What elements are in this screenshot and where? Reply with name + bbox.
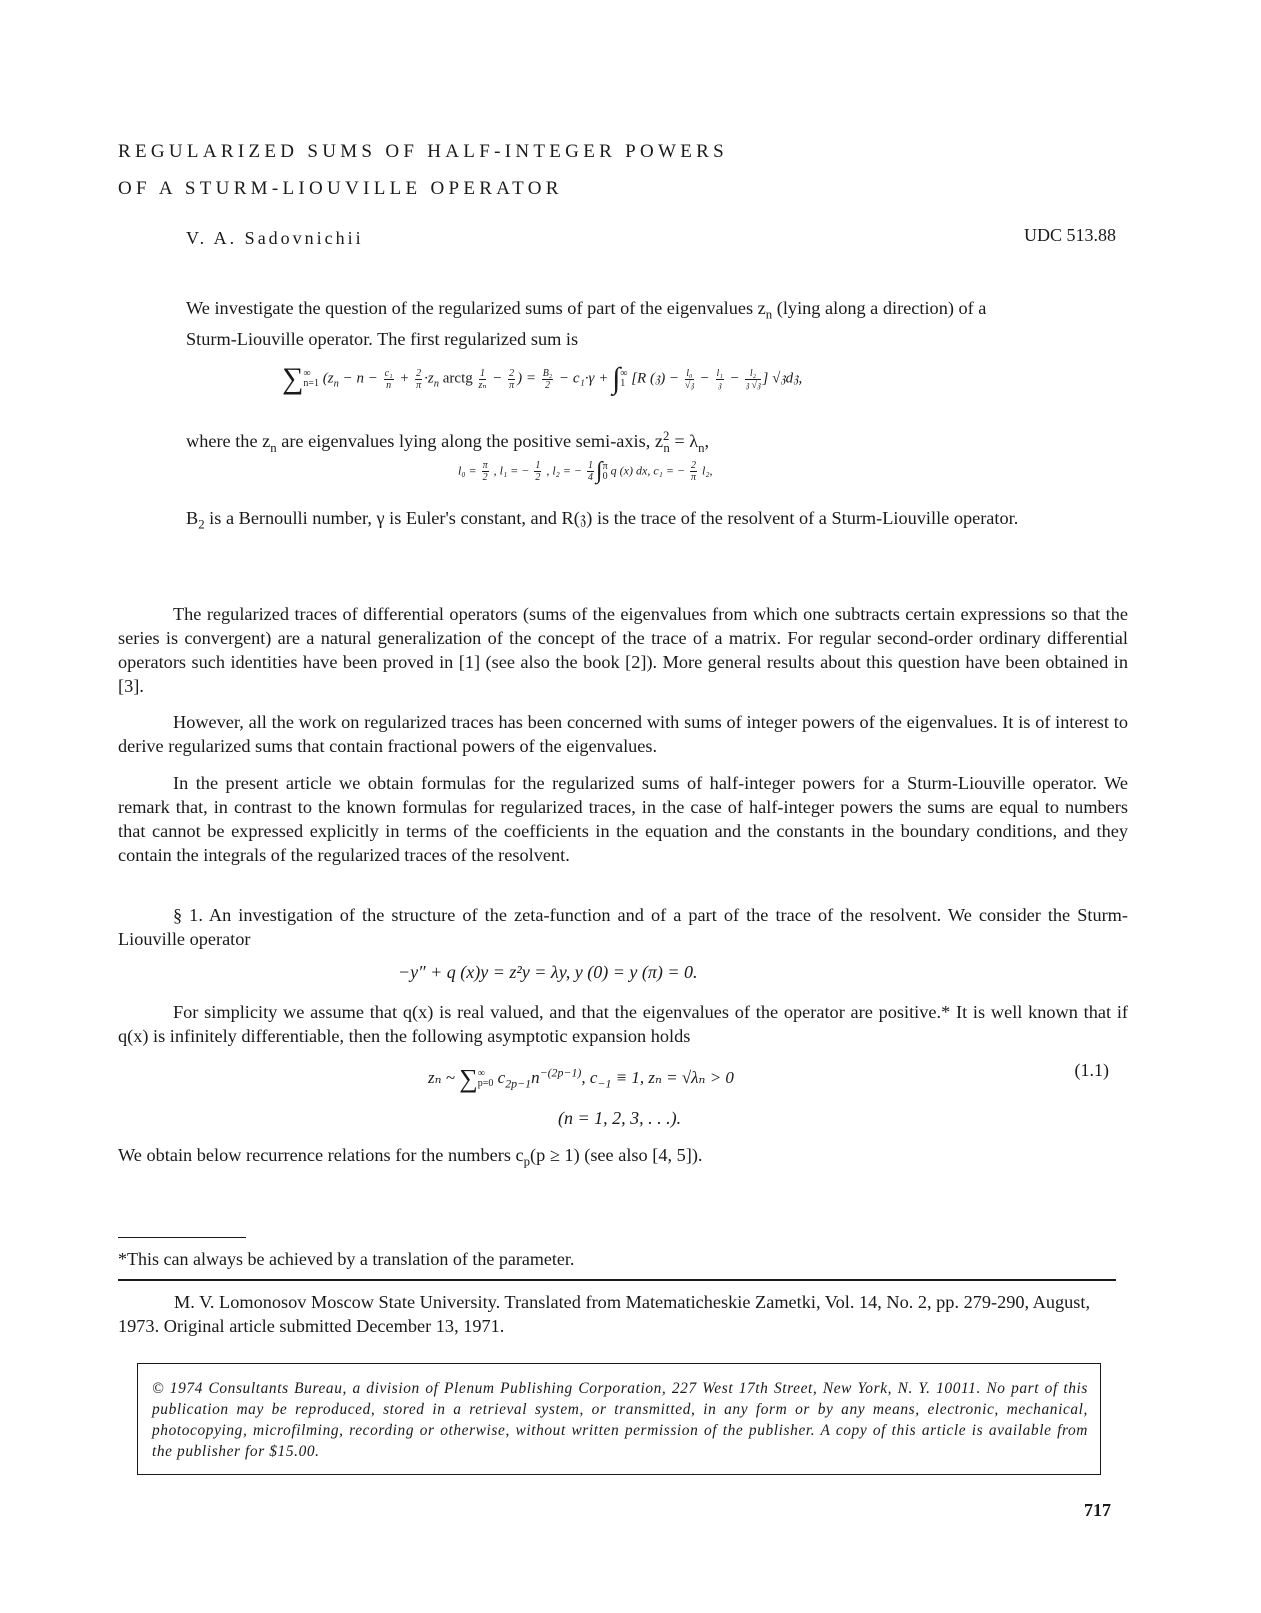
abstract-paragraph-1: We investigate the question of the regularized sums of part of the eigenvalues $z_n$ (lying along a direction) of a Sturm-Liouville operator. The first regularized sum is [186,298,987,349]
equation-1-1: zₙ ~ ∑ ∞ p=0 $c_{2p-1}n^{-(2p-1)}$, $c_{-1} \equiv 1$, zₙ = √λₙ > 0 [428,1064,734,1093]
page-number: 717 [1084,1500,1111,1520]
affiliation-rule [118,1279,1116,1281]
affiliation: M. V. Lomonosov Moscow State University. Translated from Matematicheskie Zametki, Vol. 14, No. 2, pp. 279-290, August, 1973. Original article submitted December 13, 1971. [118,1292,1091,1336]
equation-sturm-liouville: −y″ + q (x)y = z²y = λy, y (0) = y (π) = 0. [398,962,698,982]
abstract-paragraph-3: $B_2$ is a Bernoulli number, γ is Euler's constant, and R(𝔷) is the trace of the resolvent of a Sturm-Liouville operator. [186,508,1019,532]
integral-symbol-2: ∫ [596,458,603,484]
equation-number-1-1: (1.1) [1074,1060,1109,1080]
formula-regularized-sum: ∑ ∞ n=1 ($z_n - n$ − $\frac{\text{c₁}}{n}$ + $\frac{2}{\pi}$ $\cdot z_n$ arctg $\frac{1}{\text{zₙ}}$ − $\frac{2}{\pi}$ ) = $\frac{\text{B₂}}{2}$ − c₁·γ + ∫ ∞ 1 [R (𝔷) − $\frac{\text{l₀}}{\text{√𝔷}}$ − $\frac{\text{l₁}}{\text{𝔷}}$ − $\frac{\text{l₂}}{\text{𝔷 √𝔷}}$ ] √𝔷d𝔷, [282,362,803,395]
copyright-box [137,1363,1101,1475]
equation-1-1-range: (n = 1, 2, 3, . . .). [558,1108,682,1128]
copyright-text: © 1974 Consultants Bureau, a division of Plenum Publishing Corporation, 227 West 17th Street, New York, N. Y. 10011. No part of this publication may be reproduced, stored in a retrieval system, or transmitted, in any form or by any means, electronic, mechanical, photocopying, microfilming, recording or otherwise, without written permission of the publisher. A copy of this article is available from the publisher for $15.00. [152,1380,1088,1460]
sum-limits: ∞ n=1 [303,368,320,389]
body-paragraph-2: However, all the work on regularized traces has been concerned with sums of integer powers of the eigenvalues. It is of interest to derive regularized sums that contain fractional powers of the eigenvalues. [118,712,1128,756]
abstract-paragraph-2: where the $z_n$ are eigenvalues lying along the positive semi-axis, $z^2_n = \lambda_n$, [186,429,710,455]
article-title-line-1: REGULARIZED SUMS OF HALF-INTEGER POWERS [118,141,728,162]
sum-limits-2: ∞ p=0 [477,1068,494,1089]
body-paragraph-section-1: § 1. An investigation of the structure of the zeta-function and of a part of the trace of the resolvent. We consider the Sturm-Liouville operator [118,905,1128,949]
footnote: *This can always be achieved by a translation of the parameter. [118,1249,575,1269]
udc-code: UDC 513.88 [1023,225,1116,245]
formula-constants: l₀ = $\frac{\pi}{2}$ , l₁ = − $\frac{1}{2}$ , l₂ = − $\frac{1}{4}$ ∫ π 0 q (x) dx, c₁ = − $\frac{2}{\pi}$ l₂, [458,458,713,484]
body-paragraph-1: The regularized traces of differential operators (sums of the eigenvalues from which one subtracts certain expressions so that the series is convergent) are a natural generalization of the concept of the trace of a matrix. For regular second-order ordinary differential operators such identities have been proved in [1] (see also the book [2]). More general results about this question have been obtained in [3]. [118,604,1128,696]
article-title-line-2: OF A STURM-LIOUVILLE OPERATOR [118,178,563,199]
footnote-rule [118,1237,246,1238]
integral-limits: ∞ 1 [620,368,628,389]
integral-limits-2: π 0 [602,460,608,482]
body-paragraph-3: In the present article we obtain formulas for the regularized sums of half-integer powers for a Sturm-Liouville operator. We remark that, in contrast to the known formulas for regularized traces, in the case of half-integer powers the sums are equal to numbers that cannot be expressed explicitly in terms of the coefficients in the equation and the constants in the boundary conditions, and they contain the integrals of the regularized traces of the resolvent. [118,773,1128,865]
sum-symbol-2: ∑ [459,1064,478,1093]
author-name: V. A. Sadovnichii [186,228,364,248]
body-paragraph-5: For simplicity we assume that q(x) is real valued, and that the eigenvalues of the operator are positive.* It is well known that if q(x) is infinitely differentiable, then the following asymptotic expansion holds [118,1002,1128,1046]
body-paragraph-6: We obtain below recurrence relations for the numbers $c_p(p \ge 1)$ (see also [4, 5]). [118,1145,703,1169]
sum-symbol: ∑ [282,362,304,395]
integral-symbol: ∫ [612,362,621,395]
